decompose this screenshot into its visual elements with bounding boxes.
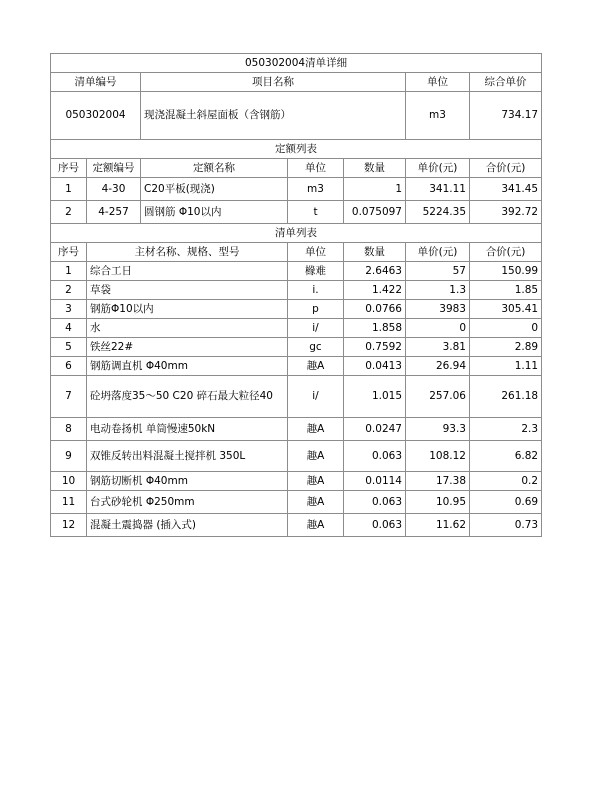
- mat-price: 17.38: [406, 472, 470, 491]
- mat-name: 电动卷扬机 单筒慢速50kN: [87, 418, 288, 441]
- mat-total: 2.89: [470, 338, 542, 357]
- col-composite-price: 综合单价: [470, 73, 542, 92]
- bill-detail-table: [50, 53, 542, 537]
- quota-total: 341.45: [470, 178, 542, 201]
- mat-qty: 1.858: [344, 319, 406, 338]
- quota-col-qty: 数量: [344, 159, 406, 178]
- quota-price: 5224.35: [406, 201, 470, 224]
- col-item-name: 项目名称: [141, 73, 406, 92]
- bill-item-name: 现浇混凝土斜屋面板（含钢筋）: [141, 92, 406, 140]
- quota-col-total: 合价(元): [470, 159, 542, 178]
- mat-total: 0.2: [470, 472, 542, 491]
- table-row: [51, 514, 542, 537]
- mat-no: 6: [51, 357, 87, 376]
- mat-price: 3.81: [406, 338, 470, 357]
- mat-no: 11: [51, 491, 87, 514]
- mat-qty: 0.0766: [344, 300, 406, 319]
- bill-header-row: [51, 73, 542, 92]
- bill-row: [51, 92, 542, 140]
- mat-no: 12: [51, 514, 87, 537]
- materials-header-row: [51, 243, 542, 262]
- mat-unit: 趣A: [288, 441, 344, 472]
- mat-no: 10: [51, 472, 87, 491]
- table-row: [51, 418, 542, 441]
- mat-unit: 趣A: [288, 514, 344, 537]
- quota-qty: 0.075097: [344, 201, 406, 224]
- mat-total: 1.85: [470, 281, 542, 300]
- mat-price: 0: [406, 319, 470, 338]
- mat-no: 3: [51, 300, 87, 319]
- mat-qty: 0.063: [344, 441, 406, 472]
- mat-unit: 橼难: [288, 262, 344, 281]
- table-row: [51, 201, 542, 224]
- mat-col-qty: 数量: [344, 243, 406, 262]
- mat-no: 7: [51, 376, 87, 418]
- mat-price: 1.3: [406, 281, 470, 300]
- table-title: 050302004清单详细: [51, 54, 542, 73]
- mat-col-no: 序号: [51, 243, 87, 262]
- mat-price: 108.12: [406, 441, 470, 472]
- mat-total: 0.73: [470, 514, 542, 537]
- mat-total: 261.18: [470, 376, 542, 418]
- table-row: [51, 441, 542, 472]
- mat-name: 双锥反转出料混凝土搅拌机 350L: [87, 441, 288, 472]
- mat-unit: 趣A: [288, 491, 344, 514]
- table-row: [51, 491, 542, 514]
- mat-col-price: 单价(元): [406, 243, 470, 262]
- mat-qty: 1.422: [344, 281, 406, 300]
- quota-unit: m3: [288, 178, 344, 201]
- mat-qty: 1.015: [344, 376, 406, 418]
- quota-unit: t: [288, 201, 344, 224]
- mat-name: 台式砂轮机 Φ250mm: [87, 491, 288, 514]
- mat-total: 2.3: [470, 418, 542, 441]
- quota-code: 4-257: [87, 201, 141, 224]
- quota-col-code: 定额编号: [87, 159, 141, 178]
- mat-qty: 0.063: [344, 491, 406, 514]
- quota-header-row: [51, 159, 542, 178]
- mat-no: 9: [51, 441, 87, 472]
- mat-qty: 0.0413: [344, 357, 406, 376]
- mat-unit: 趣A: [288, 472, 344, 491]
- mat-total: 150.99: [470, 262, 542, 281]
- quota-name: 圆钢筋 Φ10以内: [141, 201, 288, 224]
- mat-no: 2: [51, 281, 87, 300]
- mat-total: 0: [470, 319, 542, 338]
- quota-total: 392.72: [470, 201, 542, 224]
- mat-no: 1: [51, 262, 87, 281]
- quota-col-price: 单价(元): [406, 159, 470, 178]
- mat-price: 257.06: [406, 376, 470, 418]
- mat-unit: i/: [288, 319, 344, 338]
- table-row: [51, 262, 542, 281]
- mat-price: 26.94: [406, 357, 470, 376]
- mat-qty: 0.7592: [344, 338, 406, 357]
- col-bill-code: 清单编号: [51, 73, 141, 92]
- mat-total: 1.11: [470, 357, 542, 376]
- mat-qty: 0.063: [344, 514, 406, 537]
- mat-total: 305.41: [470, 300, 542, 319]
- mat-price: 57: [406, 262, 470, 281]
- mat-name: 综合工日: [87, 262, 288, 281]
- mat-col-name: 主材名称、规格、型号: [87, 243, 288, 262]
- quota-qty: 1: [344, 178, 406, 201]
- mat-unit: gc: [288, 338, 344, 357]
- mat-no: 4: [51, 319, 87, 338]
- mat-name: 钢筋切断机 Φ40mm: [87, 472, 288, 491]
- table-row: [51, 357, 542, 376]
- mat-unit: 趣A: [288, 357, 344, 376]
- mat-name: 铁丝22#: [87, 338, 288, 357]
- table-row: [51, 300, 542, 319]
- mat-col-total: 合价(元): [470, 243, 542, 262]
- quota-col-name: 定额名称: [141, 159, 288, 178]
- table-row: [51, 376, 542, 418]
- quota-col-unit: 单位: [288, 159, 344, 178]
- mat-unit: 趣A: [288, 418, 344, 441]
- col-unit: 单位: [406, 73, 470, 92]
- materials-section-title: 清单列表: [51, 224, 542, 243]
- quota-no: 1: [51, 178, 87, 201]
- mat-price: 10.95: [406, 491, 470, 514]
- quota-name: C20平板(现浇): [141, 178, 288, 201]
- mat-qty: 0.0247: [344, 418, 406, 441]
- bill-code: 050302004: [51, 92, 141, 140]
- quota-price: 341.11: [406, 178, 470, 201]
- mat-name: 混凝土震捣器 (插入式): [87, 514, 288, 537]
- quota-no: 2: [51, 201, 87, 224]
- mat-qty: 0.0114: [344, 472, 406, 491]
- mat-name: 钢筋Φ10以内: [87, 300, 288, 319]
- mat-name: 草袋: [87, 281, 288, 300]
- mat-unit: p: [288, 300, 344, 319]
- quota-col-no: 序号: [51, 159, 87, 178]
- mat-qty: 2.6463: [344, 262, 406, 281]
- table-row: [51, 338, 542, 357]
- mat-total: 6.82: [470, 441, 542, 472]
- mat-unit: i.: [288, 281, 344, 300]
- mat-unit: i/: [288, 376, 344, 418]
- mat-no: 5: [51, 338, 87, 357]
- mat-name: 钢筋调直机 Φ40mm: [87, 357, 288, 376]
- table-row: [51, 472, 542, 491]
- mat-price: 11.62: [406, 514, 470, 537]
- mat-name: 砼坍落度35～50 C20 碎石最大粒径40: [87, 376, 288, 418]
- mat-price: 93.3: [406, 418, 470, 441]
- table-row: [51, 281, 542, 300]
- mat-col-unit: 单位: [288, 243, 344, 262]
- bill-unit: m3: [406, 92, 470, 140]
- table-row: [51, 319, 542, 338]
- quota-code: 4-30: [87, 178, 141, 201]
- quota-section-title: 定额列表: [51, 140, 542, 159]
- mat-price: 3983: [406, 300, 470, 319]
- mat-no: 8: [51, 418, 87, 441]
- mat-total: 0.69: [470, 491, 542, 514]
- bill-price: 734.17: [470, 92, 542, 140]
- mat-name: 水: [87, 319, 288, 338]
- table-row: [51, 178, 542, 201]
